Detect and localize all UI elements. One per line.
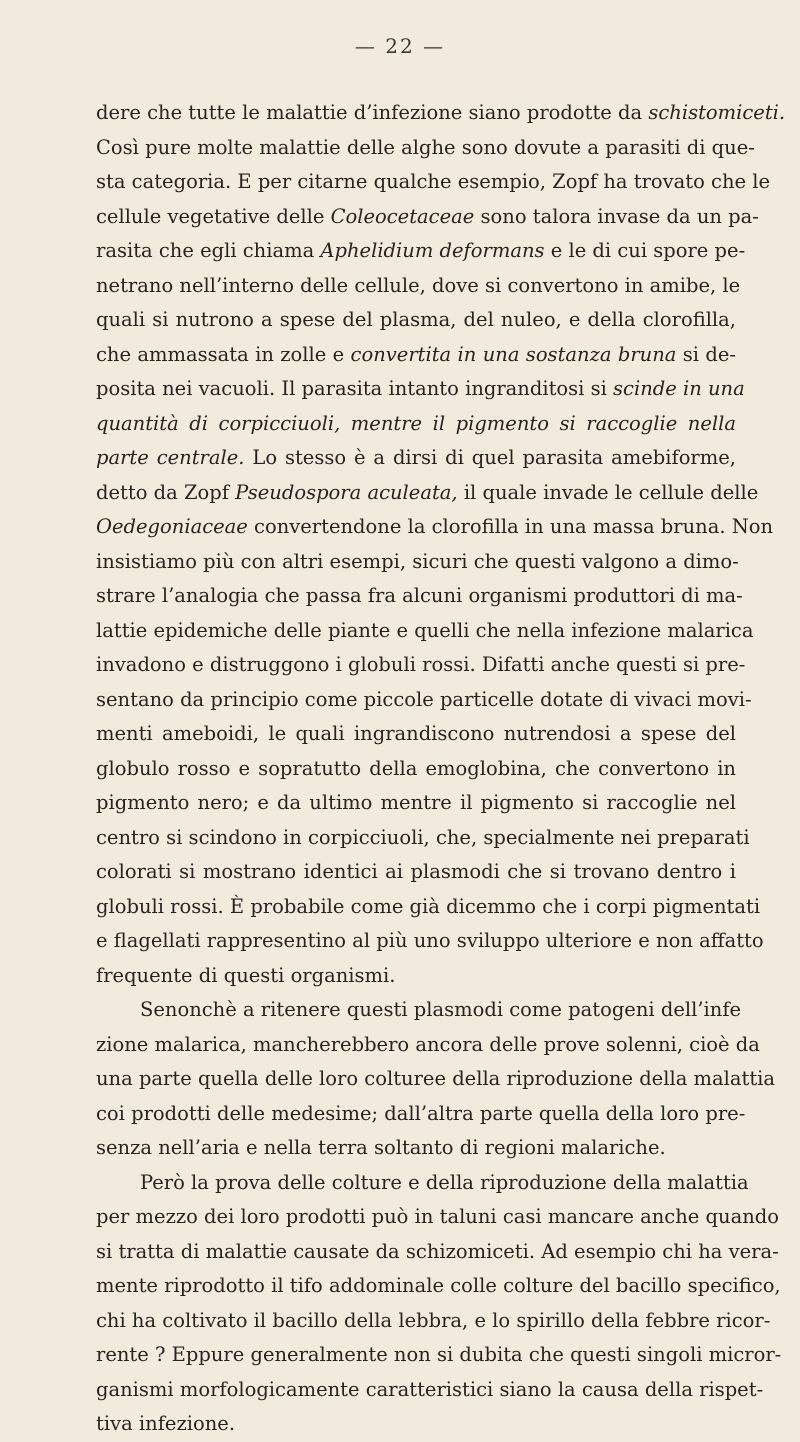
text-segment: si tratta di malattie causate da schizomiceti. Ad esempio chi ha vera- bbox=[96, 1239, 779, 1263]
text-line bbox=[96, 234, 746, 269]
text-line bbox=[96, 407, 736, 442]
text-segment: coi prodotti delle medesime; dall’altra parte quella della loro pre- bbox=[96, 1101, 746, 1125]
text-line bbox=[96, 1097, 746, 1132]
text-line bbox=[96, 1028, 760, 1063]
text-line bbox=[96, 441, 736, 476]
text-segment: zione malarica, mancherebbero ancora delle prove solenni, cioè da bbox=[96, 1032, 760, 1056]
text-line bbox=[96, 1407, 736, 1442]
text-segment: strare l’analogia che passa fra alcuni organismi produttori di ma- bbox=[96, 584, 743, 607]
text-line bbox=[96, 200, 759, 235]
text-line bbox=[96, 131, 755, 166]
italic-segment: Aphelidium deformans bbox=[320, 239, 545, 262]
text-line bbox=[96, 924, 764, 959]
text-line bbox=[96, 1269, 781, 1304]
text-line bbox=[96, 1304, 771, 1339]
text-segment: quali si nutrono a spese del plasma, del nuleo, e della clorofilla, bbox=[96, 308, 736, 331]
text-line bbox=[96, 993, 742, 1028]
text-segment: dere che tutte le malattie d’infezione siano prodotte da bbox=[96, 101, 649, 124]
text-segment: sono talora invase da un pa- bbox=[474, 204, 759, 228]
text-line bbox=[96, 338, 736, 373]
italic-segment: quantità di corpicciuoli, mentre il pigmento si raccoglie nella bbox=[96, 411, 736, 435]
text-line bbox=[96, 959, 736, 994]
text-line bbox=[96, 1062, 776, 1097]
text-line bbox=[96, 269, 741, 304]
text-line bbox=[96, 1373, 764, 1408]
page-number: — 22 — bbox=[354, 34, 446, 58]
text-line bbox=[96, 1235, 779, 1270]
text-line bbox=[96, 821, 750, 856]
text-segment: sta categoria. E per citarne qualche esempio, Zopf ha trovato che le bbox=[96, 170, 771, 193]
text-segment: lattie epidemiche delle piante e quelli che nella infezione malarica bbox=[96, 618, 754, 642]
body-text bbox=[96, 96, 786, 1442]
text-segment: netrano nell’interno delle cellule, dove si convertono in amibe, le bbox=[96, 273, 741, 297]
text-segment: cellule vegetative delle bbox=[96, 204, 331, 228]
text-segment: menti ameboidi, le quali ingrandiscono nutrendosi a spese del bbox=[96, 722, 736, 745]
text-segment: colorati si mostrano identici ai plasmodi che si trovano dentro i bbox=[96, 860, 736, 883]
text-line bbox=[96, 683, 752, 718]
text-segment: il quale invade le cellule delle bbox=[457, 480, 759, 504]
text-segment: pigmento nero; e da ultimo mentre il pigmento si raccoglie nel bbox=[96, 791, 736, 814]
text-segment: rente ? Eppure generalmente non si dubita che questi singoli micror- bbox=[96, 1343, 782, 1366]
text-segment: Lo stesso è a dirsi di quel parasita amebiforme, bbox=[244, 446, 736, 469]
italic-segment: schistomiceti. bbox=[648, 101, 786, 124]
text-segment: mente riprodotto il tifo addominale colle colture del bacillo specifico, bbox=[96, 1274, 781, 1297]
text-segment: Così pure molte malattie delle alghe sono dovute a parasiti di que- bbox=[96, 135, 755, 159]
text-line bbox=[96, 165, 771, 200]
text-segment: sentano da principio come piccole particelle dotate di vivaci movi- bbox=[96, 687, 752, 711]
text-line bbox=[96, 510, 774, 545]
text-line bbox=[96, 545, 739, 580]
text-segment: frequente di questi organismi. bbox=[96, 963, 396, 987]
text-line bbox=[96, 752, 736, 787]
text-line bbox=[96, 476, 759, 511]
text-segment: e le di cui spore pe- bbox=[544, 239, 746, 262]
text-line bbox=[96, 855, 736, 890]
text-line bbox=[96, 717, 736, 752]
italic-segment: Coleocetaceae bbox=[330, 204, 475, 228]
text-segment: e flagellati rappresentino al più uno sviluppo ulteriore e non affatto bbox=[96, 929, 764, 952]
text-line bbox=[96, 96, 786, 131]
text-segment: insistiamo più con altri esempi, sicuri che questi valgono a dimo- bbox=[96, 549, 739, 573]
text-segment: chi ha coltivato il bacillo della lebbra, e lo spirillo della febbre ricor- bbox=[96, 1308, 771, 1332]
text-segment: per mezzo dei loro prodotti può in taluni casi mancare anche quando bbox=[96, 1205, 779, 1228]
text-segment: globulo rosso e sopratutto della emoglobina, che convertono in bbox=[96, 756, 736, 780]
text-segment: convertendone la clorofilla in una massa bruna. Non bbox=[247, 515, 774, 538]
text-line bbox=[96, 303, 736, 338]
text-line bbox=[96, 648, 746, 683]
italic-segment: Pseudospora aculeata, bbox=[235, 480, 458, 504]
italic-segment: parte centrale. bbox=[96, 446, 245, 469]
text-segment: una parte quella delle loro colturee della riproduzione della malattia bbox=[96, 1067, 776, 1090]
text-line bbox=[96, 1131, 736, 1166]
text-segment: rasita che egli chiama bbox=[96, 239, 321, 262]
text-segment: centro si scindono in corpicciuoli, che, specialmente nei preparati bbox=[96, 825, 750, 849]
text-line bbox=[96, 1166, 749, 1201]
italic-segment: scinde in una bbox=[613, 377, 745, 400]
text-line bbox=[96, 890, 761, 925]
text-line bbox=[96, 786, 736, 821]
text-segment: senza nell’aria e nella terra soltanto di regioni malariche. bbox=[96, 1136, 666, 1159]
text-segment: invadono e distruggono i globuli rossi. Difatti anche questi si pre- bbox=[96, 653, 746, 676]
text-line bbox=[96, 579, 743, 614]
text-line bbox=[96, 372, 745, 407]
text-segment: tiva infezione. bbox=[96, 1412, 236, 1435]
text-segment: Senonchè a ritenere questi plasmodi come patogeni dell’infe bbox=[140, 998, 742, 1021]
text-segment: Però la prova delle colture e della riproduzione della malattia bbox=[140, 1170, 749, 1194]
text-segment: detto da Zopf bbox=[96, 480, 236, 504]
text-segment: globuli rossi. È probabile come già dicemmo che i corpi pigmentati bbox=[96, 894, 761, 918]
text-line bbox=[96, 614, 754, 649]
text-line bbox=[96, 1200, 779, 1235]
text-segment: posita nei vacuoli. Il parasita intanto ingranditosi si bbox=[96, 377, 614, 400]
text-segment: si de- bbox=[676, 342, 736, 366]
text-line bbox=[96, 1338, 782, 1373]
italic-segment: Oedegoniaceae bbox=[96, 515, 248, 538]
text-segment: ganismi morfologicamente caratteristici siano la causa della rispet- bbox=[96, 1377, 764, 1401]
italic-segment: convertita in una sostanza bruna bbox=[350, 342, 677, 366]
text-segment: che ammassata in zolle e bbox=[96, 342, 351, 366]
